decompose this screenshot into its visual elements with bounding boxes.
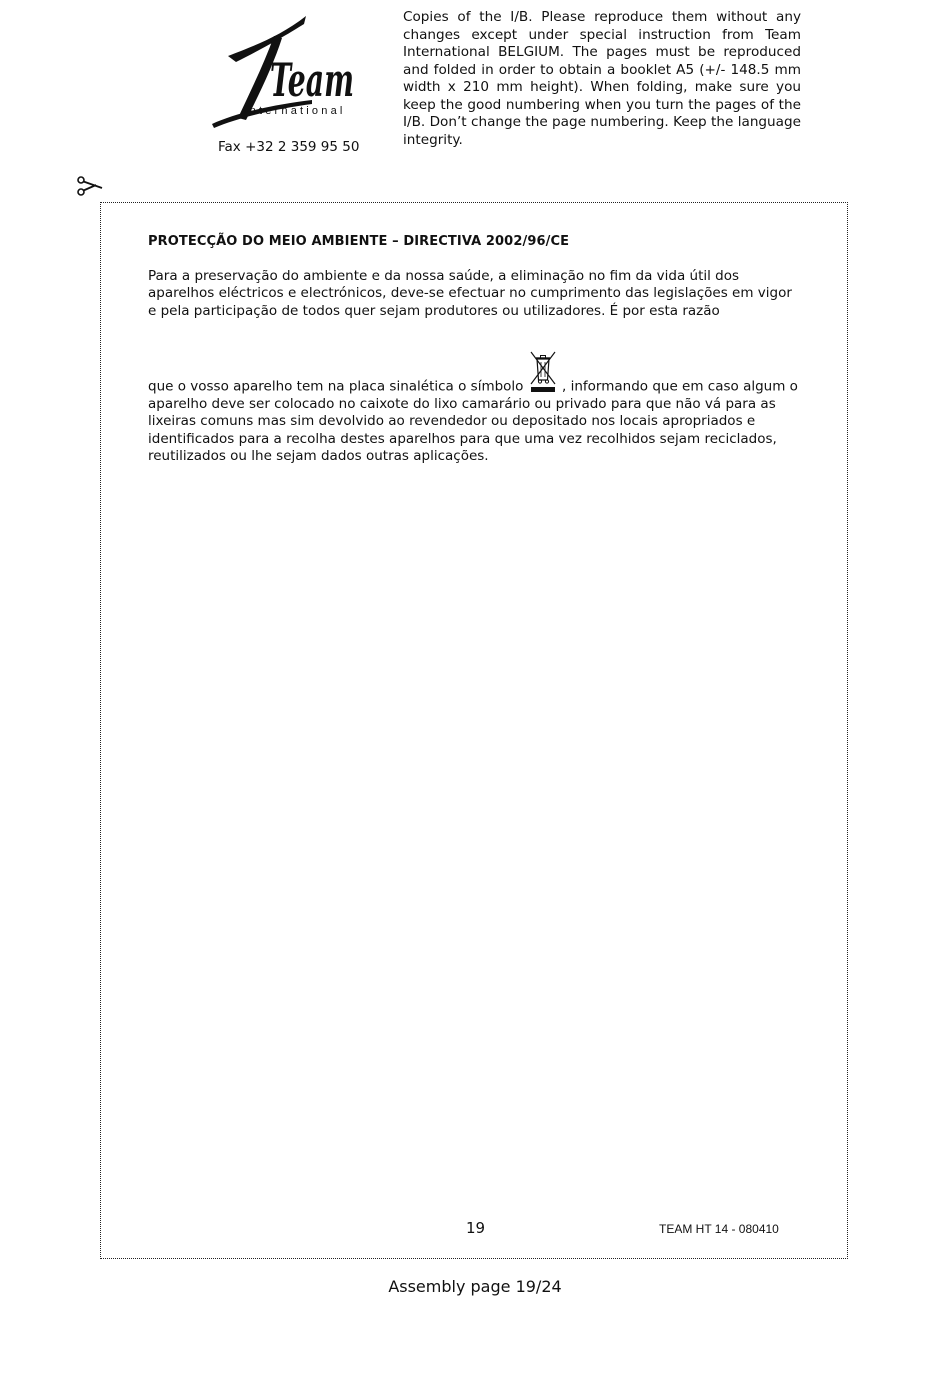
document-code: TEAM HT 14 - 080410: [659, 1222, 779, 1236]
paragraph-2-end: , informando que em caso algum o aparelho deve ser colocado no caixote do lixo camarário ou privado para que não vá para as lixeiras comuns mas sim devolvido ao revendedor ou depositado nos locais apropriados e identificados para a recolha destes aparelhos para que uma vez recolhidos sejam reciclados, reutilizados ou lhe sejam dados outras aplicações.: [148, 378, 798, 464]
fax-number: Fax +32 2 359 95 50: [218, 139, 360, 155]
assembly-page-label: Assembly page 19/24: [388, 1277, 562, 1296]
page-number: 19: [466, 1219, 486, 1237]
body-paragraph-1: Para a preservação do ambiente e da nossa saúde, a eliminação no fim da vida útil dos aparelhos eléctricos e electrónicos, deve-se efectuar no cumprimento das legislações em vigor e pela participação de todos quer sejam produtores ou utilizadores. É por esta razão: [148, 268, 792, 319]
reproduction-instructions: Copies of the I/B. Please reproduce them without any changes except under special instruction from Team International BELGIUM. The pages must be reproduced and folded in order to obtain a booklet A5 (+/- 148.5 mm width x 210 mm height). When folding, make sure you keep the good numbering when you turn the pages of the I/B. Don’t change the page numbering. Keep the language integrity.: [403, 9, 801, 148]
section-title: PROTECÇÃO DO MEIO AMBIENTE – DIRECTIVA 2002/96/CE: [148, 234, 570, 249]
paragraph-2-start: que o vosso aparelho tem na placa sinalética o símbolo: [148, 378, 528, 395]
body-paragraph-2: [148, 352, 798, 465]
team-international-logo: [208, 8, 358, 130]
logo-subtitle: international: [244, 105, 346, 117]
crossed-out-wheelie-bin-icon: [528, 350, 558, 394]
scissors-icon: [76, 176, 104, 196]
logo-wordmark: Team: [270, 53, 354, 107]
